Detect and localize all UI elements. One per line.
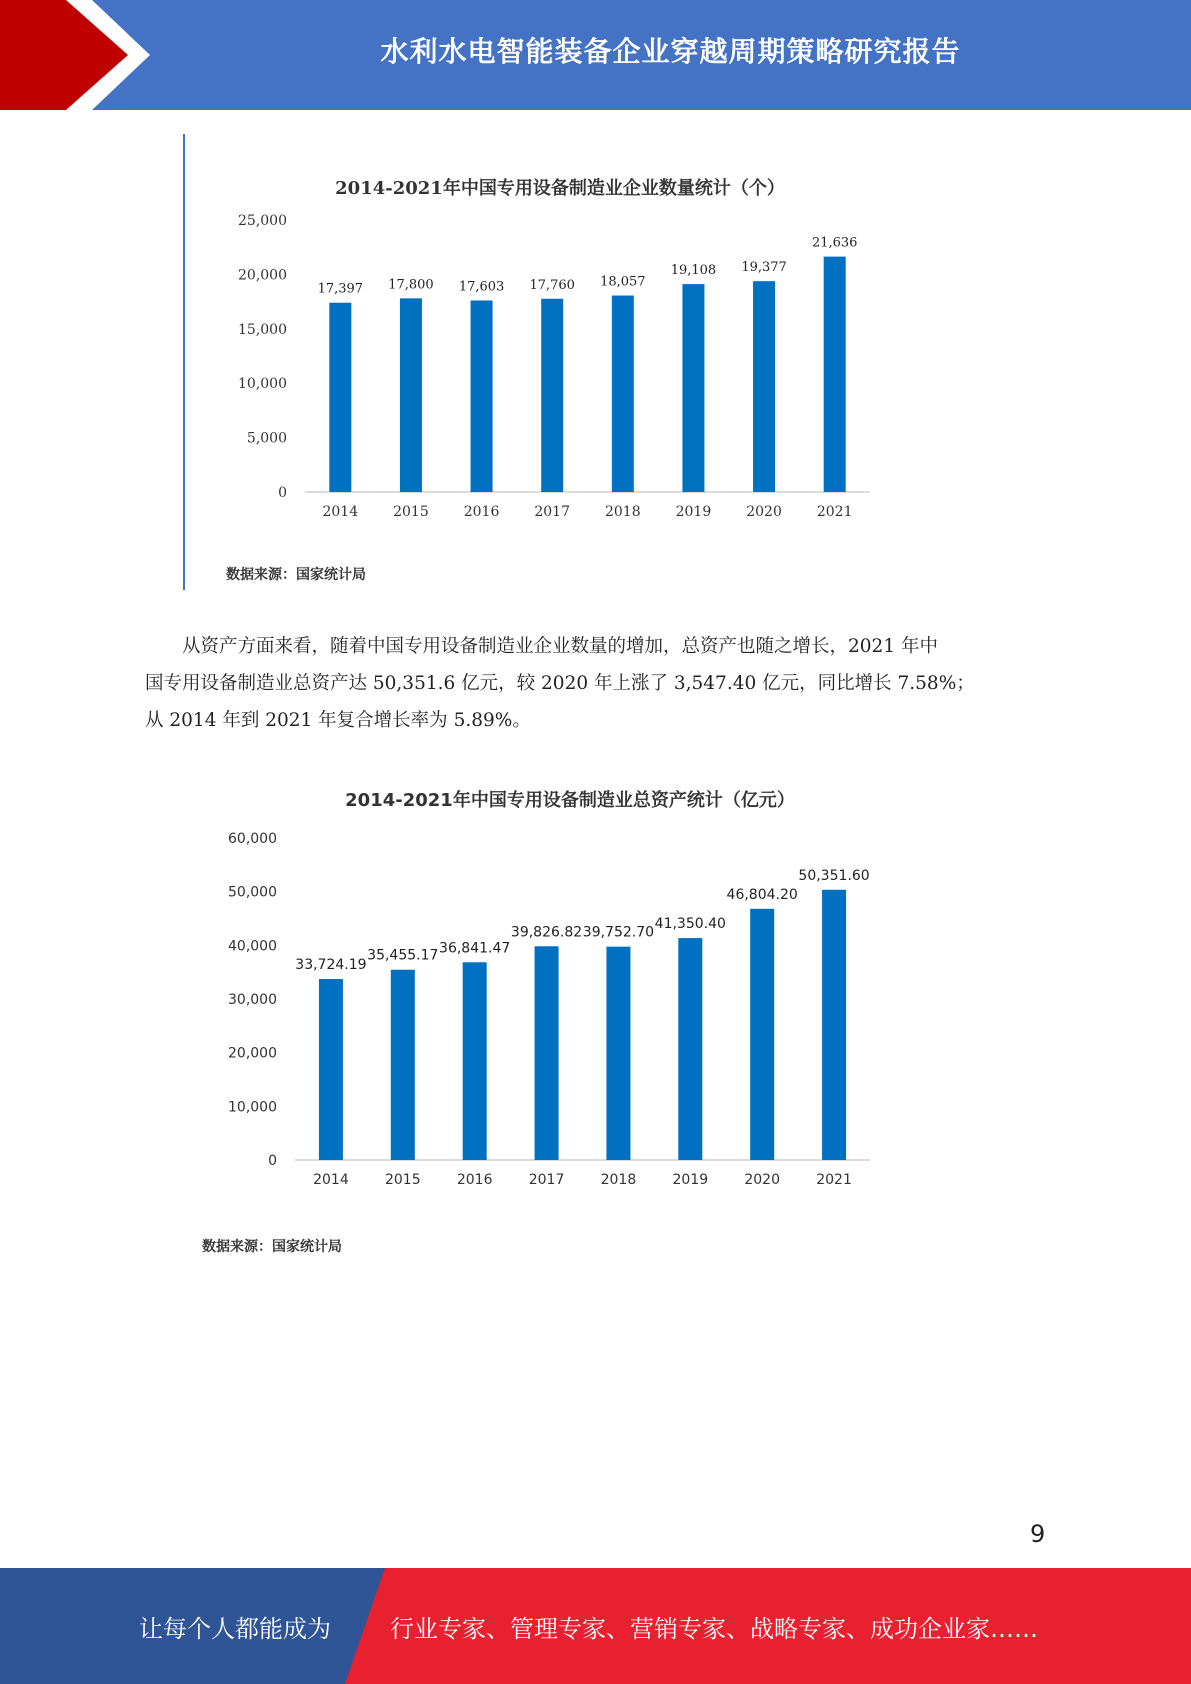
x-tick-label: 2016 <box>456 1172 493 1188</box>
y-tick-label: 0 <box>268 1153 277 1169</box>
bar <box>682 284 704 492</box>
bar <box>400 298 422 492</box>
y-tick-label: 50,000 <box>228 884 277 901</box>
x-tick-label: 2015 <box>384 1172 421 1188</box>
data-label: 41,350.40 <box>654 916 726 933</box>
chart-total-assets <box>210 780 900 1200</box>
chart-left-rule <box>183 134 185 590</box>
data-label: 35,455.17 <box>367 947 439 964</box>
data-label: 50,351.60 <box>798 867 870 884</box>
y-tick-label: 40,000 <box>228 938 277 955</box>
x-tick-label: 2016 <box>463 504 500 520</box>
chart-source: 数据来源：国家统计局 <box>226 567 366 583</box>
y-tick-label: 5,000 <box>246 430 287 447</box>
data-label: 19,377 <box>741 260 787 276</box>
bar <box>750 909 774 1160</box>
data-label: 21,636 <box>811 235 858 251</box>
paragraph-line: 从 2014 年到 2021 年复合增长率为 5.89%。 <box>145 710 531 731</box>
footer-slogan-right: 行业专家、管理专家、营销专家、战略专家、成功企业家…… <box>390 1614 1038 1643</box>
bar <box>612 296 634 492</box>
x-tick-label: 2020 <box>746 504 782 520</box>
chart-source: 数据来源：国家统计局 <box>202 1239 342 1255</box>
body-paragraph <box>145 628 1045 739</box>
x-tick-label: 2017 <box>534 504 571 520</box>
data-label: 39,752.70 <box>582 924 655 941</box>
header-arrow-decoration <box>0 0 160 110</box>
bar <box>319 979 343 1160</box>
x-tick-label: 2015 <box>393 504 429 520</box>
paragraph-line: 从资产方面来看，随着中国专用设备制造业企业数量的增加，总资产也随之增长，2021 年中 <box>182 636 938 657</box>
bar <box>824 257 846 492</box>
footer-slogan-left: 让每个人都能成为 <box>139 1614 331 1643</box>
bar <box>822 890 846 1160</box>
x-tick-label: 2014 <box>322 504 359 520</box>
x-tick-label: 2019 <box>675 504 712 520</box>
chart-plot <box>230 168 890 528</box>
y-tick-label: 15,000 <box>238 321 287 338</box>
x-tick-label: 2014 <box>313 1172 349 1188</box>
data-label: 33,724.19 <box>295 957 367 974</box>
bar <box>753 281 775 492</box>
data-label: 19,108 <box>670 263 717 279</box>
bar <box>606 947 630 1160</box>
y-tick-label: 20,000 <box>228 1045 277 1062</box>
y-tick-label: 60,000 <box>228 831 277 847</box>
y-tick-label: 10,000 <box>238 376 287 393</box>
x-tick-label: 2017 <box>528 1172 565 1188</box>
data-label: 36,841.47 <box>439 940 511 957</box>
page-header <box>0 0 1191 110</box>
data-label: 17,397 <box>317 281 364 297</box>
y-tick-label: 10,000 <box>228 1099 277 1116</box>
chart-plot <box>210 780 900 1200</box>
y-tick-label: 0 <box>278 485 287 501</box>
bar <box>471 300 493 492</box>
y-tick-label: 20,000 <box>238 267 287 284</box>
chart-title: 2014-2021年中国专用设备制造业总资产统计（亿元） <box>345 790 795 811</box>
data-label: 17,760 <box>529 277 575 293</box>
y-tick-label: 30,000 <box>228 992 277 1008</box>
y-tick-label: 25,000 <box>238 213 287 229</box>
data-label: 39,826.82 <box>510 924 583 941</box>
chart-title: 2014-2021年中国专用设备制造业企业数量统计（个） <box>335 178 785 199</box>
page-number: 9 <box>1030 1520 1046 1548</box>
data-label: 18,057 <box>600 274 646 290</box>
x-tick-label: 2020 <box>744 1172 781 1188</box>
bar <box>391 970 415 1160</box>
bar <box>535 946 559 1160</box>
bar <box>678 938 702 1160</box>
report-title: 水利水电智能装备企业穿越周期策略研究报告 <box>380 35 961 68</box>
page-footer <box>0 1568 1191 1684</box>
x-tick-label: 2021 <box>816 504 853 520</box>
bar <box>329 303 351 492</box>
x-tick-label: 2018 <box>600 1172 637 1188</box>
data-label: 17,800 <box>388 277 434 293</box>
x-tick-label: 2019 <box>672 1172 709 1188</box>
x-tick-label: 2021 <box>816 1172 852 1188</box>
bar <box>463 962 487 1160</box>
chart-enterprise-count <box>230 168 890 528</box>
data-label: 46,804.20 <box>726 886 798 903</box>
paragraph-line: 国专用设备制造业总资产达 50,351.6 亿元，较 2020 年上涨了 3,547.40 亿元，同比增长 7.58%； <box>145 673 975 694</box>
bar <box>541 299 563 492</box>
x-tick-label: 2018 <box>604 504 641 520</box>
data-label: 17,603 <box>458 279 505 295</box>
